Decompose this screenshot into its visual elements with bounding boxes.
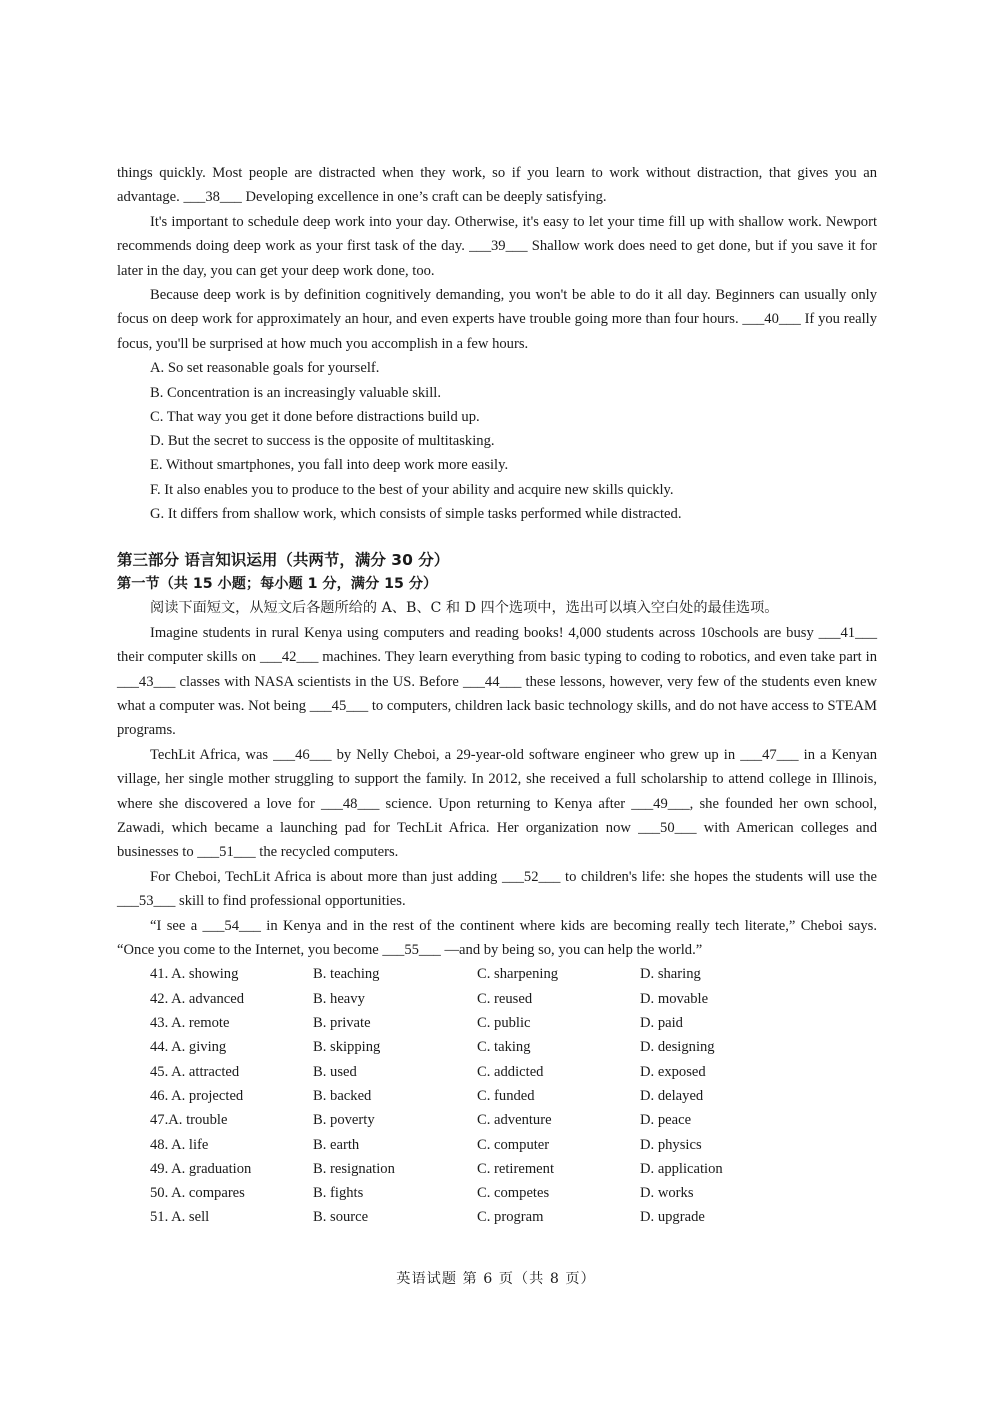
choice-c: C. computer bbox=[477, 1136, 550, 1153]
part3-title: 第三部分 语言知识运用（共两节，满分 30 分） bbox=[117, 551, 450, 570]
choice-a: 44. A. giving bbox=[150, 1039, 227, 1056]
choice-c: C. taking bbox=[477, 1039, 531, 1056]
choice-c: C. addicted bbox=[477, 1063, 544, 1080]
passage-paragraph-3: Because deep work is by definition cognitively demanding, you won't be able to do it all day. Beginners can usually only focus on deep work for approximately an hour, and even experts have trouble going more than four hours. ___40___ If you really focus, you'll be surprised at how much you accomplish in a few hours. bbox=[117, 287, 877, 352]
choice-a: 45. A. attracted bbox=[150, 1063, 240, 1080]
choice-c: C. adventure bbox=[477, 1112, 552, 1129]
page-footer: 英语试题 第 6 页（共 8 页） bbox=[396, 1271, 596, 1287]
option-b: B. Concentration is an increasingly valuable skill. bbox=[150, 384, 441, 401]
choice-c: C. program bbox=[477, 1209, 544, 1226]
page-content bbox=[117, 161, 877, 1230]
choice-d: D. physics bbox=[640, 1136, 702, 1153]
choice-b: B. skipping bbox=[313, 1039, 381, 1056]
choice-d: D. sharing bbox=[640, 966, 701, 983]
option-f: F. It also enables you to produce to the best of your ability and acquire new skills quickly. bbox=[150, 481, 674, 498]
choice-b: B. source bbox=[313, 1209, 369, 1226]
choice-a: 48. A. life bbox=[150, 1136, 209, 1153]
choice-b: B. earth bbox=[313, 1136, 360, 1153]
cloze-paragraph-1: Imagine students in rural Kenya using computers and reading books! 4,000 students across 10schools are busy ___41___ their computer skills on ___42___ machines. They learn everything from basic typing to coding to robotics, and even take part in ___43___ classes with NASA scientists in the US. Before ___44___ these lessons, however, very few of the students even knew what a computer was. Not being ___45___ to computers, children lack basic technology skills, and do not have access to STEAM programs. bbox=[117, 624, 877, 739]
choice-c: C. retirement bbox=[477, 1160, 554, 1177]
choice-a: 41. A. showing bbox=[150, 966, 239, 983]
choice-b: B. poverty bbox=[313, 1112, 375, 1129]
choice-b: B. used bbox=[313, 1063, 357, 1080]
choice-d: D. designing bbox=[640, 1039, 715, 1056]
option-d: D. But the secret to success is the opposite of multitasking. bbox=[150, 433, 495, 450]
choice-row-49 bbox=[117, 1157, 877, 1181]
choice-b: B. private bbox=[313, 1015, 371, 1032]
section1-title: 第一节（共 15 小题；每小题 1 分，满分 15 分） bbox=[117, 576, 438, 593]
passage-paragraph-2: It's important to schedule deep work into your day. Otherwise, it's easy to let your time fill up with shallow work. Newport recommends doing deep work as your first task of the day. ___39___ Shallow work does need to get done, but if you save it for later in the day, you can get your deep work done, too. bbox=[117, 213, 877, 279]
choice-b: B. fights bbox=[313, 1185, 364, 1202]
choice-row-51 bbox=[117, 1205, 877, 1229]
choice-row-41 bbox=[117, 962, 877, 986]
choice-d: D. paid bbox=[640, 1015, 683, 1032]
passage-paragraph-1: things quickly. Most people are distracted when they work, so if you learn to work without distraction, that gives you an advantage. ___38___ Developing excellence in one’s craft can be deeply satisfying. bbox=[117, 165, 877, 206]
choice-c: C. sharpening bbox=[477, 966, 559, 983]
choice-b: B. resignation bbox=[313, 1160, 395, 1177]
option-e: E. Without smartphones, you fall into deep work more easily. bbox=[150, 457, 509, 474]
choice-b: B. teaching bbox=[313, 966, 380, 983]
cloze-paragraph-4: “I see a ___54___ in Kenya and in the rest of the continent where kids are becoming really tech literate,” Cheboi says. “Once you come to the Internet, you become ___55___ —and by being so, you can help the world.” bbox=[117, 917, 877, 959]
choice-d: D. works bbox=[640, 1185, 694, 1202]
seven-options-list bbox=[117, 356, 877, 526]
choice-row-50 bbox=[117, 1181, 877, 1205]
choice-d: D. exposed bbox=[640, 1063, 706, 1080]
choice-a: 50. A. compares bbox=[150, 1185, 245, 1202]
choice-d: D. peace bbox=[640, 1112, 692, 1129]
option-c: C. That way you get it done before distractions build up. bbox=[150, 408, 480, 425]
choice-row-44 bbox=[117, 1035, 877, 1059]
choice-c: C. competes bbox=[477, 1185, 550, 1202]
choice-d: D. application bbox=[640, 1160, 723, 1177]
option-a: A. So set reasonable goals for yourself. bbox=[150, 360, 380, 377]
choice-a: 47.A. trouble bbox=[150, 1112, 228, 1129]
choice-row-42 bbox=[117, 987, 877, 1011]
option-g: G. It differs from shallow work, which consists of simple tasks performed while distracted. bbox=[150, 506, 682, 523]
cloze-paragraph-3: For Cheboi, TechLit Africa is about more than just adding ___52___ to children's life: she hopes the students will use the ___53___ skill to find professional opportunities. bbox=[117, 868, 877, 910]
choice-d: D. delayed bbox=[640, 1087, 704, 1104]
choice-a: 42. A. advanced bbox=[150, 990, 245, 1007]
choice-a: 46. A. projected bbox=[150, 1087, 244, 1104]
choice-a: 51. A. sell bbox=[150, 1209, 210, 1226]
choice-c: C. public bbox=[477, 1015, 531, 1032]
choice-b: B. backed bbox=[313, 1087, 372, 1104]
choice-d: D. upgrade bbox=[640, 1209, 705, 1226]
choice-a: 49. A. graduation bbox=[150, 1160, 252, 1177]
choice-c: C. funded bbox=[477, 1087, 535, 1104]
choice-row-47 bbox=[117, 1108, 877, 1132]
choice-row-48 bbox=[117, 1133, 877, 1157]
instruction: 阅读下面短文，从短文后各题所给的 A、B、C 和 D 四个选项中，选出可以填入空白处的最佳选项。 bbox=[150, 600, 779, 617]
choice-row-43 bbox=[117, 1011, 877, 1035]
choice-d: D. movable bbox=[640, 990, 709, 1007]
cloze-choices bbox=[117, 962, 877, 1229]
choice-a: 43. A. remote bbox=[150, 1015, 230, 1032]
choice-c: C. reused bbox=[477, 990, 533, 1007]
cloze-paragraph-2: TechLit Africa, was ___46___ by Nelly Cheboi, a 29-year-old software engineer who grew up in ___47___ in a Kenyan village, her single mother struggling to support the family. In 2012, she received a full scholarship to attend college in Illinois, where she discovered a love for ___48___ science. Upon returning to Kenya after ___49___, she founded her own school, Zawadi, which became a launching pad for TechLit Africa. Her organization now ___50___ with American colleges and businesses to ___51___ the recycled computers. bbox=[117, 746, 877, 861]
choice-b: B. heavy bbox=[313, 990, 365, 1007]
choice-row-45 bbox=[117, 1060, 877, 1084]
choice-row-46 bbox=[117, 1084, 877, 1108]
